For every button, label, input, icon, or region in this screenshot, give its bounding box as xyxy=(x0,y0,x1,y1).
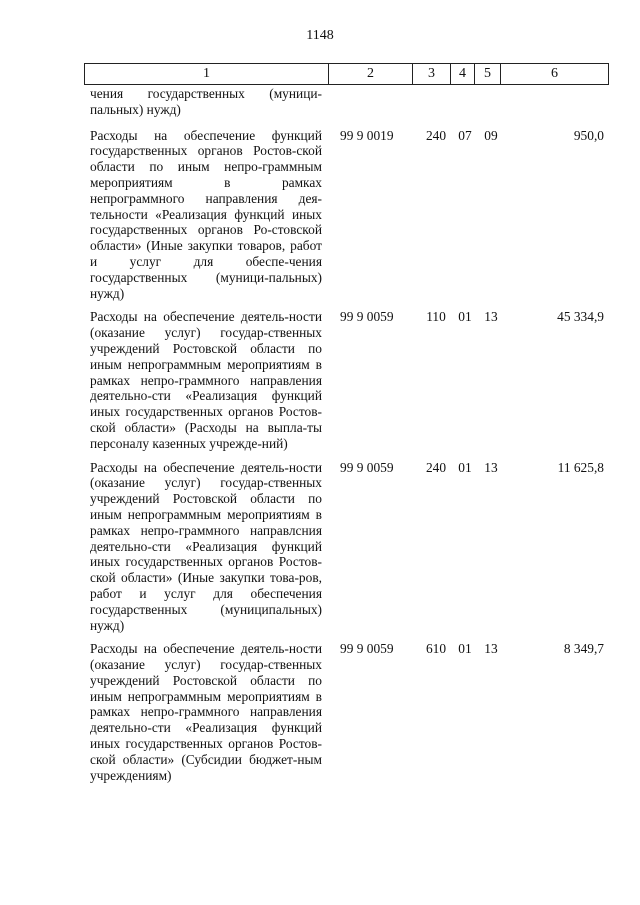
table-row xyxy=(84,86,610,118)
column-header-5: 5 xyxy=(475,64,501,85)
row-amount: 8 349,7 xyxy=(563,641,604,657)
row-target-code: 99 9 0019 xyxy=(340,127,394,143)
page-number: 1148 xyxy=(306,28,334,43)
row-target-code: 99 9 0059 xyxy=(340,459,394,475)
row-description: чения государственных (муници-пальных) нужд) xyxy=(90,86,322,117)
column-header-table xyxy=(84,63,609,85)
row-section: 07 xyxy=(458,127,472,143)
row-subsection: 13 xyxy=(484,459,498,475)
row-description: Расходы на обеспечение деятель-ности (оказание услуг) государ-ственных учреждений Ростовской области по иным непрограммным мероприятиям в рамках непро-граммного направлсния деятельно-сти «Реализация функций иных государственных органов Ростов-ской области» (Иные закупки това-ров, работ и услуг для обеспечения государственных (муниципальных) нужд) xyxy=(90,459,322,633)
row-amount: 11 625,8 xyxy=(557,459,604,475)
row-amount: 45 334,9 xyxy=(557,309,604,325)
table-row xyxy=(84,128,610,302)
column-header-6: 6 xyxy=(501,64,609,85)
row-expense-type: 240 xyxy=(425,127,447,143)
row-description: Расходы на обеспечение деятель-ности (оказание услуг) государ-ственных учреждений Ростовской области по иным непрограммным мероприятиям в рамках непро-граммного направления деятельно-сти «Реализация функций иных государственных органов Ростов-ской области» (Расходы на выпла-ты персоналу казенных учрежде-ний) xyxy=(90,309,322,451)
row-amount: 950,0 xyxy=(573,127,604,143)
row-section: 01 xyxy=(458,459,472,475)
row-subsection: 13 xyxy=(484,309,498,325)
row-target-code: 99 9 0059 xyxy=(340,641,394,657)
row-target-code: 99 9 0059 xyxy=(340,309,394,325)
column-header-1: 1 xyxy=(85,64,329,85)
row-expense-type: 110 xyxy=(426,309,446,325)
table-row xyxy=(84,309,610,451)
column-header-row xyxy=(85,64,609,85)
column-header-3: 3 xyxy=(413,64,451,85)
row-subsection: 13 xyxy=(484,641,498,657)
table-body xyxy=(84,86,610,791)
row-section: 01 xyxy=(458,641,472,657)
row-section: 01 xyxy=(458,309,472,325)
row-description: Расходы на обеспечение деятель-ности (оказание услуг) государ-ственных учреждений Ростовской области по иным непрограммным мероприятиям в рамках непро-граммного направления деятельно-сти «Реализация функций иных государственных органов Ростов-ской области» (Субсидии бюджет-ным учреждениям) xyxy=(90,641,322,783)
row-expense-type: 240 xyxy=(425,459,447,475)
table-row xyxy=(84,641,610,783)
table-row xyxy=(84,460,610,634)
column-header-4: 4 xyxy=(451,64,475,85)
column-header-2: 2 xyxy=(329,64,413,85)
row-expense-type: 610 xyxy=(425,641,447,657)
row-description: Расходы на обеспечение функций государственных органов Ростов-ской области по иным непро-граммным мероприятиям в рамках непрограммного направления дея-тельности «Реализация функций иных государственных органов Ро-стовской области» (Иные закупки товаров, работ и услуг для обеспе-чения государственных (муници-пальных) нужд) xyxy=(90,127,322,301)
row-subsection: 09 xyxy=(484,127,498,143)
